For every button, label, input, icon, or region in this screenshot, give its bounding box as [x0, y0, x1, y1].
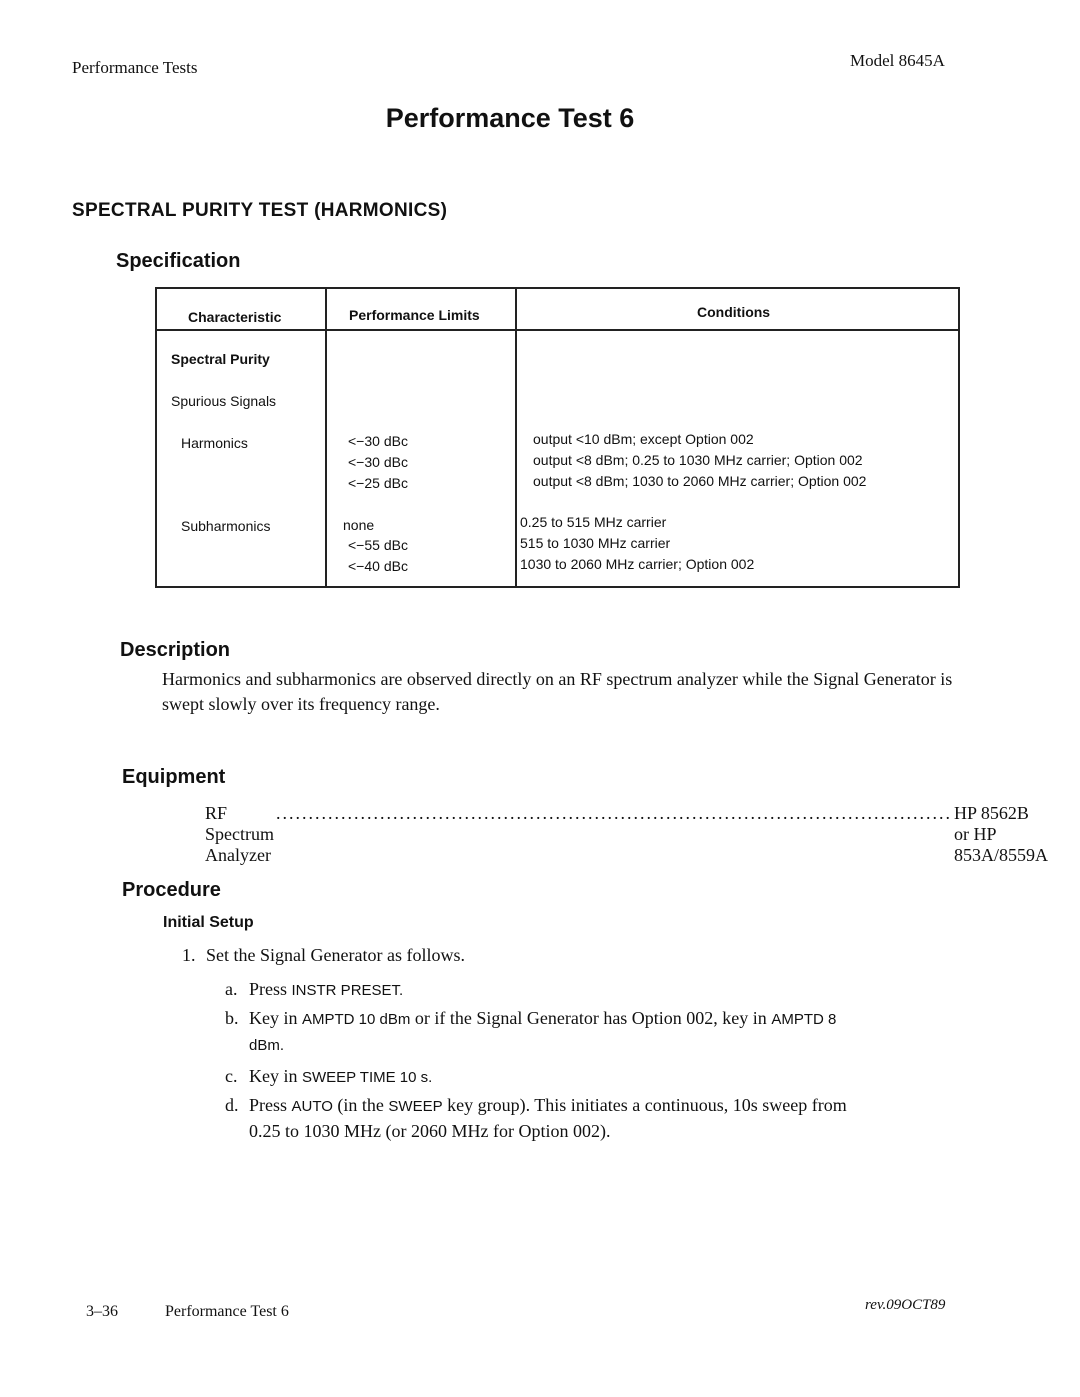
substep-text: Press	[249, 1095, 288, 1115]
equipment-model: HP 8562B or HP 853A/8559A	[953, 803, 1048, 865]
substep-letter: a.	[225, 979, 238, 999]
procedure-heading: Procedure	[122, 879, 221, 901]
table-cell-condition: 515 to 1030 MHz carrier	[520, 535, 671, 551]
table-cell-condition: 1030 to 2060 MHz carrier; Option 002	[520, 556, 755, 572]
table-cell-condition: output <8 dBm; 1030 to 2060 MHz carrier; Option 002	[533, 473, 867, 489]
substep-text: key group). This initiates a continuous, 10s sweep from	[447, 1095, 847, 1115]
procedure-substep-d-continued: 0.25 to 1030 MHz (or 2060 MHz for Option 002).	[249, 1121, 611, 1141]
table-header-divider	[155, 329, 960, 331]
description-heading: Description	[120, 639, 231, 661]
equipment-row	[205, 803, 1048, 866]
description-text: Harmonics and subharmonics are observed directly on an RF spectrum analyzer while the Signal Generator is swept slowly over its frequency range.	[162, 669, 953, 714]
column-header-performance-limits: Performance Limits	[349, 307, 480, 323]
section-title: SPECTRAL PURITY TEST (HARMONICS)	[72, 200, 448, 221]
instrument-key-label: SWEEP	[388, 1098, 443, 1115]
step-text: Set the Signal Generator as follows.	[206, 945, 465, 965]
table-cell-condition: output <10 dBm; except Option 002	[533, 431, 754, 447]
specification-heading: Specification	[116, 250, 241, 272]
substep-letter: c.	[225, 1066, 238, 1086]
table-column-divider	[515, 287, 517, 588]
substep-text: or if the Signal Generator has Option 002, key in	[414, 1008, 767, 1028]
table-cell-condition: output <8 dBm; 0.25 to 1030 MHz carrier; Option 002	[533, 452, 863, 468]
table-cell-limit: <−30 dBc	[348, 454, 408, 470]
subgroup-label: Spurious Signals	[171, 393, 277, 409]
instrument-key-label: AUTO	[291, 1098, 333, 1115]
column-header-characteristic: Characteristic	[188, 309, 282, 325]
substep-text: Press	[249, 979, 288, 999]
revision-label: rev.09OCT89	[865, 1297, 946, 1313]
row-characteristic-subharmonics: Subharmonics	[181, 518, 271, 534]
page-title: Performance Test 6	[385, 103, 635, 133]
column-header-conditions: Conditions	[697, 304, 771, 320]
table-cell-limit: <−25 dBc	[348, 475, 408, 491]
procedure-substep-a	[225, 977, 403, 1003]
substep-text: (in the	[337, 1095, 384, 1115]
procedure-substep-d	[225, 1093, 847, 1119]
dot-leader: ........................................................................................................	[275, 803, 952, 823]
step-number: 1.	[182, 945, 196, 965]
running-header-left: Performance Tests	[72, 58, 198, 77]
substep-text: Key in	[249, 1066, 298, 1086]
procedure-step-1	[182, 943, 465, 968]
initial-setup-subheading: Initial Setup	[163, 914, 254, 931]
group-label: Spectral Purity	[171, 351, 270, 367]
table-cell-limit: <−55 dBc	[348, 537, 408, 553]
substep-letter: b.	[225, 1008, 239, 1028]
procedure-substep-c	[225, 1064, 432, 1090]
table-cell-limit: none	[343, 517, 375, 533]
substep-text: Key in	[249, 1008, 298, 1028]
row-characteristic-harmonics: Harmonics	[181, 435, 248, 451]
instrument-key-label: dBm.	[249, 1037, 285, 1054]
page-number: 3–36	[86, 1303, 118, 1320]
instrument-key-label: AMPTD 8	[771, 1011, 837, 1028]
instrument-key-label: INSTR PRESET.	[291, 982, 404, 999]
specification-table	[155, 287, 960, 588]
table-cell-limit: <−40 dBc	[348, 558, 408, 574]
table-cell-condition: 0.25 to 515 MHz carrier	[520, 514, 667, 530]
substep-letter: d.	[225, 1095, 239, 1115]
instrument-key-label: SWEEP TIME 10 s.	[302, 1069, 433, 1086]
table-column-divider	[325, 287, 327, 588]
equipment-heading: Equipment	[122, 766, 226, 788]
footer-title: Performance Test 6	[165, 1303, 289, 1320]
instrument-key-label: AMPTD 10 dBm	[302, 1011, 411, 1028]
running-header-right: Model 8645A	[850, 51, 945, 70]
procedure-substep-b	[225, 1006, 836, 1032]
equipment-item: RF Spectrum Analyzer	[205, 803, 274, 865]
procedure-substep-b-continued	[249, 1032, 284, 1058]
table-cell-limit: <−30 dBc	[348, 433, 408, 449]
